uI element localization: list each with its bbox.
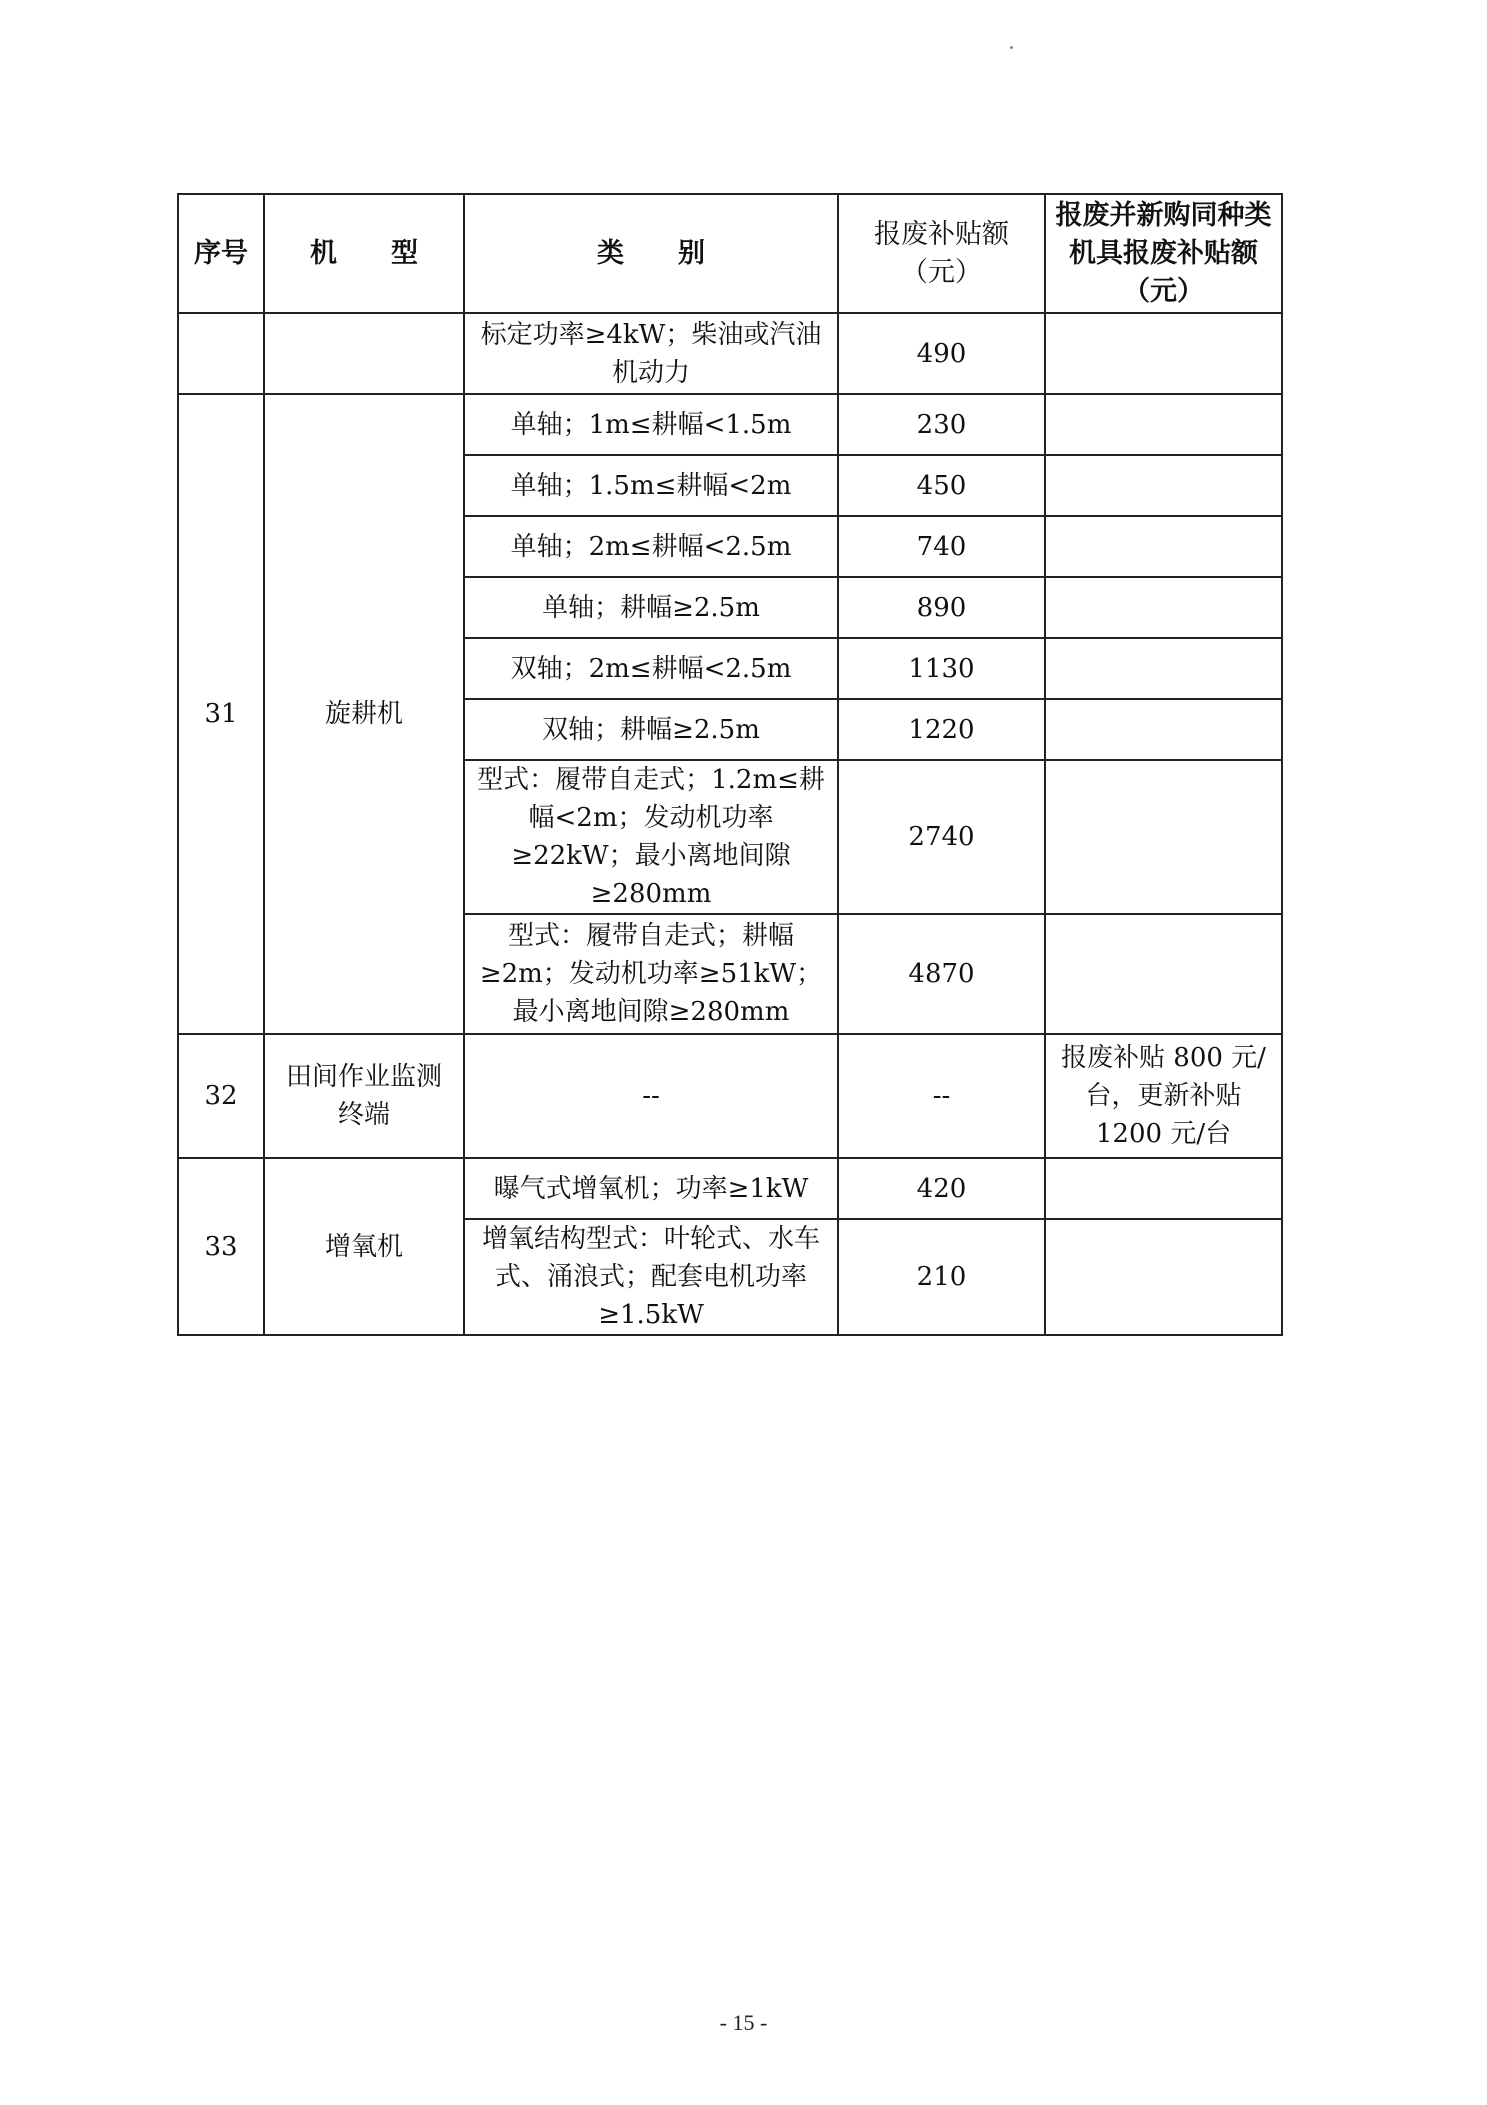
spec-cell: 型式：履带自走式；耕幅≥2m；发动机功率≥51kW；最小离地间隙≥280mm bbox=[464, 914, 838, 1034]
table-row bbox=[178, 394, 1282, 455]
amount-cell: 890 bbox=[838, 577, 1045, 638]
amount-cell: 490 bbox=[838, 313, 1045, 394]
spec-cell: 型式：履带自走式；1.2m≤耕幅<2m；发动机功率≥22kW；最小离地间隙≥280mm bbox=[464, 760, 838, 914]
page-number: - 15 - bbox=[719, 2010, 768, 2035]
amount-cell: 740 bbox=[838, 516, 1045, 577]
spec-cell: 单轴；1m≤耕幅<1.5m bbox=[464, 394, 838, 455]
renew-cell bbox=[1045, 1158, 1282, 1219]
spec-cell: 增氧结构型式：叶轮式、水车式、涌浪式；配套电机功率≥1.5kW bbox=[464, 1219, 838, 1335]
table-row bbox=[178, 313, 1282, 394]
renew-cell bbox=[1045, 1219, 1282, 1335]
header-renew-subsidy: 报废并新购同种类机具报废补贴额（元） bbox=[1045, 194, 1282, 313]
seq-cell: 31 bbox=[178, 394, 264, 1034]
amount-cell: 210 bbox=[838, 1219, 1045, 1335]
spec-cell: 双轴；2m≤耕幅<2.5m bbox=[464, 638, 838, 699]
renew-cell bbox=[1045, 577, 1282, 638]
header-row bbox=[178, 194, 1282, 313]
amount-cell: 420 bbox=[838, 1158, 1045, 1219]
spec-cell: 双轴；耕幅≥2.5m bbox=[464, 699, 838, 760]
seq-cell: 32 bbox=[178, 1034, 264, 1158]
renew-cell bbox=[1045, 638, 1282, 699]
amount-cell: 230 bbox=[838, 394, 1045, 455]
amount-cell: -- bbox=[838, 1034, 1045, 1158]
renew-cell bbox=[1045, 914, 1282, 1034]
table-row bbox=[178, 1158, 1282, 1219]
renew-cell bbox=[1045, 455, 1282, 516]
spec-cell: 单轴；耕幅≥2.5m bbox=[464, 577, 838, 638]
spec-cell: -- bbox=[464, 1034, 838, 1158]
model-cell: 旋耕机 bbox=[264, 394, 464, 1034]
header-category: 类 别 bbox=[464, 194, 838, 313]
spec-cell: 单轴；2m≤耕幅<2.5m bbox=[464, 516, 838, 577]
amount-cell: 1130 bbox=[838, 638, 1045, 699]
model-cell: 田间作业监测终端 bbox=[264, 1034, 464, 1158]
amount-cell: 1220 bbox=[838, 699, 1045, 760]
model-cell: 增氧机 bbox=[264, 1158, 464, 1335]
seq-cell: 33 bbox=[178, 1158, 264, 1335]
renew-note-cell: 报废补贴 800 元/台，更新补贴 1200 元/台 bbox=[1045, 1034, 1282, 1158]
spec-cell: 标定功率≥4kW；柴油或汽油机动力 bbox=[464, 313, 838, 394]
header-seq: 序号 bbox=[178, 194, 264, 313]
spec-cell: 单轴；1.5m≤耕幅<2m bbox=[464, 455, 838, 516]
renew-cell bbox=[1045, 394, 1282, 455]
model-cell-empty bbox=[264, 313, 464, 394]
scan-speck bbox=[1010, 46, 1013, 49]
renew-cell bbox=[1045, 516, 1282, 577]
seq-cell-empty bbox=[178, 313, 264, 394]
amount-cell: 4870 bbox=[838, 914, 1045, 1034]
subsidy-table bbox=[177, 193, 1283, 1336]
header-model: 机 型 bbox=[264, 194, 464, 313]
spec-cell: 曝气式增氧机；功率≥1kW bbox=[464, 1158, 838, 1219]
renew-cell bbox=[1045, 313, 1282, 394]
renew-cell bbox=[1045, 760, 1282, 914]
table-row bbox=[178, 1034, 1282, 1158]
renew-cell bbox=[1045, 699, 1282, 760]
amount-cell: 2740 bbox=[838, 760, 1045, 914]
header-subsidy: 报废补贴额（元） bbox=[838, 194, 1045, 313]
amount-cell: 450 bbox=[838, 455, 1045, 516]
